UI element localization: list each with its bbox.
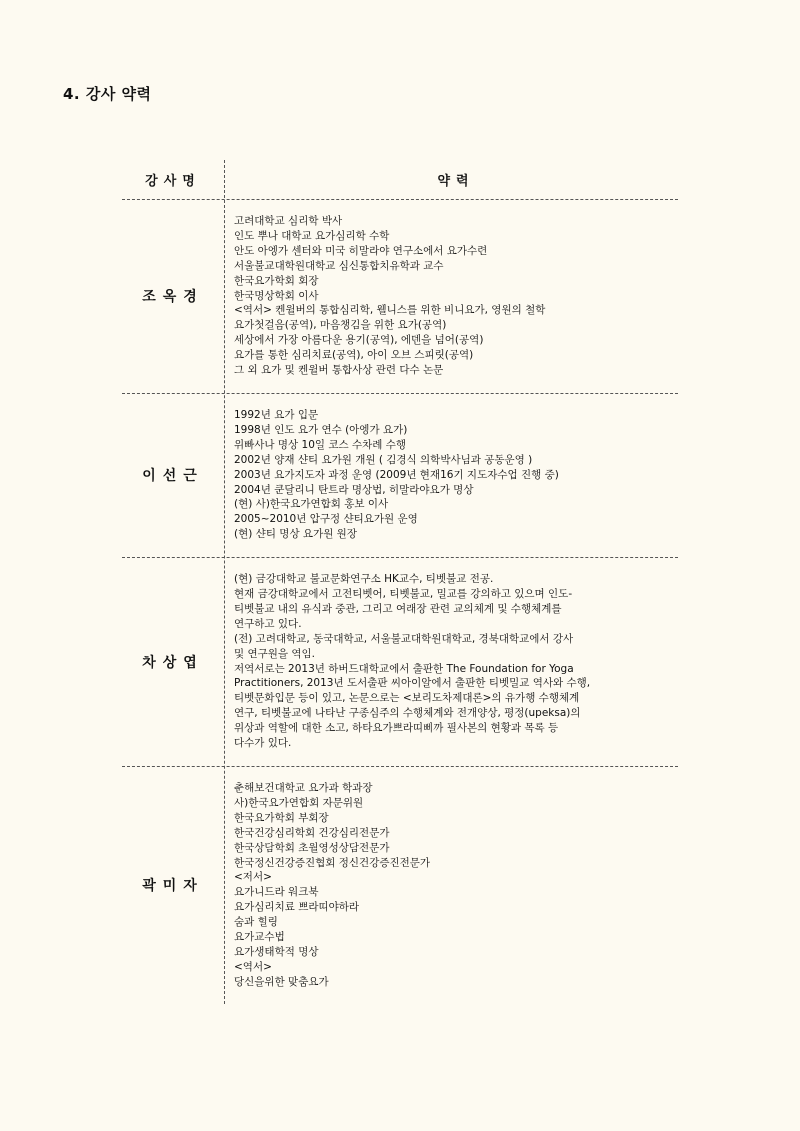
instructor-career	[224, 781, 678, 990]
instructor-career	[224, 408, 678, 542]
table-header-row	[122, 160, 678, 200]
career-line: 숨과 힐링	[234, 916, 278, 929]
career-line: 현재 금강대학교에서 고전티벳어, 티벳불교, 밀교를 강의하고 있으며 인도-	[234, 588, 573, 601]
career-line: 및 연구원을 역임.	[234, 647, 316, 660]
career-line: 2005~2010년 압구정 샨티요가원 운영	[234, 513, 418, 526]
instructor-name: 조옥경	[142, 288, 204, 305]
career-line: 요가를 통한 심리치료(공역), 아이 오브 스피릿(공역)	[234, 349, 474, 362]
career-line: 2003년 요가지도자 과정 운영 (2009년 현재16기 지도자수업 진행 중)	[234, 468, 559, 481]
header-name: 강사명	[145, 174, 201, 189]
career-line: 2004년 쿤달리니 탄트라 명상법, 히말라야요가 명상	[234, 483, 474, 496]
career-line: 인도 뿌나 대학교 요가심리학 수학	[234, 229, 390, 242]
career-line: 2002년 양재 샨티 요가원 개원 ( 김경식 의학박사님과 공동운영 )	[234, 453, 533, 466]
career-line: <역서> 켄윌버의 통합심리학, 웰니스를 위한 비니요가, 영원의 철학	[234, 304, 546, 317]
career-line: 당신을위한 맞춤요가	[234, 975, 329, 988]
career-line: 서울불교대학원대학교 심신통합치유학과 교수	[234, 259, 444, 272]
career-line: 요가생태학적 명상	[234, 945, 319, 958]
career-line: 다수가 있다.	[234, 737, 292, 750]
career-line: 요가심리치료 쁘라띠야하라	[234, 901, 360, 914]
instructor-row-1	[122, 200, 678, 394]
instructor-name: 차상엽	[142, 654, 204, 671]
career-line: 한국정신건강증진협회 정신건강증진전문가	[234, 856, 431, 869]
instructor-table	[122, 160, 678, 1004]
career-line: Practitioners, 2013년 도서출판 씨아이알에서 출판한 티벳밀교 역사와 수행,	[234, 677, 591, 690]
career-line: (현) 금강대학교 불교문화연구소 HK교수, 티벳불교 전공.	[234, 573, 494, 586]
career-line: 한국요가학회 부회장	[234, 811, 329, 824]
career-line: (전) 고려대학교, 동국대학교, 서울불교대학원대학교, 경북대학교에서 강사	[234, 632, 574, 645]
career-line: 1998년 인도 요가 연수 (아엥가 요가)	[234, 423, 408, 436]
career-line: 춘해보건대학교 요가과 학과장	[234, 782, 373, 794]
career-line: 요가교수법	[234, 931, 285, 944]
career-line: 한국명상학회 이사	[234, 289, 319, 302]
instructor-row-2	[122, 394, 678, 558]
career-line: 1992년 요가 입문	[234, 408, 319, 421]
career-line: 한국건강심리학회 건강심리전문가	[234, 826, 390, 839]
career-line: <저서>	[234, 871, 272, 884]
career-line: 연구하고 있다.	[234, 617, 302, 630]
instructor-name: 곽미자	[142, 878, 204, 895]
career-line: 그 외 요가 및 켄윌버 통합사상 관련 다수 논문	[234, 364, 444, 377]
career-line: 요가첫걸음(공역), 마음챙김을 위한 요가(공역)	[234, 319, 447, 332]
career-line: 고려대학교 심리학 박사	[234, 215, 343, 227]
career-line: 한국요가학회 회장	[234, 274, 319, 287]
career-line: 세상에서 가장 아름다운 용기(공역), 에덴을 넘어(공역)	[234, 334, 484, 347]
career-line: 안도 아엥가 센터와 미국 히말라야 연구소에서 요가수련	[234, 244, 488, 257]
career-line: 연구, 티벳불교에 나타난 구종심주의 수행체계와 전개양상, 평정(upeksa)의	[234, 707, 581, 720]
instructor-career	[224, 572, 678, 751]
career-line: 위빠사나 명상 10일 코스 수차례 수행	[234, 438, 407, 451]
career-line: <역서>	[234, 960, 272, 973]
instructor-career	[224, 214, 678, 378]
career-line: 한국상담학회 초월영성상담전문가	[234, 841, 390, 854]
career-line: (현) 사)한국요가연합회 홍보 이사	[234, 498, 389, 511]
career-line: 티벳불교 내의 유식과 중관, 그리고 여래장 관련 교의체계 및 수행체계를	[234, 602, 562, 615]
instructor-name: 이선근	[142, 468, 204, 485]
career-line: 사)한국요가연합회 자문위원	[234, 796, 364, 809]
header-career: 약력	[437, 174, 475, 189]
career-line: 저역서로는 2013년 하버드대학교에서 출판한 The Foundation for Yoga	[234, 662, 574, 675]
career-line: 요가니드라 워크북	[234, 886, 319, 899]
career-line: (현) 샨티 명상 요가원 원장	[234, 528, 357, 541]
instructor-row-3	[122, 558, 678, 767]
section-title: 4. 강사 약력	[63, 85, 152, 103]
instructor-row-4	[122, 767, 678, 1004]
career-line: 티벳문화입문 등이 있고, 논문으로는 <보리도차제대론>의 유가행 수행체계	[234, 692, 580, 705]
career-line: 위상과 역할에 대한 소고, 하타요가쁘라띠삐까 필사본의 현황과 목록 등	[234, 722, 559, 735]
